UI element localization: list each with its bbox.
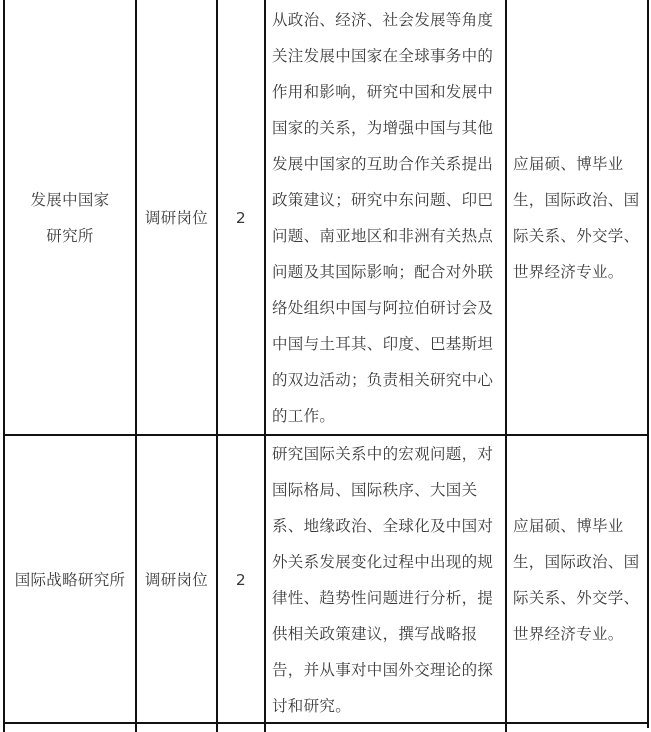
- position-cell: [135, 0, 216, 435]
- requirement-line: 世界经济专业。: [513, 624, 624, 643]
- requirement-line: 际关系、外交学、: [513, 588, 640, 607]
- duty-line: 关注发展中国家在全球事务中的: [272, 46, 494, 65]
- table-border: [647, 0, 649, 728]
- position-count: 2: [235, 208, 247, 227]
- unit-name-line: 国际战略研究所: [14, 570, 126, 589]
- requirement-cell: [505, 434, 648, 723]
- count-cell: [216, 0, 264, 435]
- table-cell: [216, 722, 264, 732]
- duty-line: 发展中国家的互助合作关系提出: [272, 154, 494, 173]
- duty-line: 外关系发展变化过程中出现的规: [272, 552, 494, 571]
- duty-line: 告，并从事对中国外交理论的探: [272, 660, 494, 679]
- duty-cell: [264, 0, 505, 435]
- unit-cell: [3, 0, 135, 435]
- duty-line: 政策建议；研究中东问题、印巴: [272, 190, 494, 209]
- position-count: 2: [235, 570, 247, 589]
- table-cell: [264, 722, 505, 732]
- duty-line: 的双边活动；负责相关研究中心: [272, 370, 494, 389]
- duty-line: 国家的关系，为增强中国与其他: [272, 118, 494, 137]
- duty-line: 问题及其国际影响；配合对外联: [272, 262, 494, 281]
- duty-line: 供相关政策建议，撰写战略报: [272, 624, 478, 643]
- duty-line: 作用和影响，研究中国和发展中: [272, 82, 494, 101]
- duty-line: 研究国际关系中的宏观问题，对: [272, 444, 494, 463]
- table-cell: [505, 722, 648, 732]
- position-name: 调研岗位: [144, 570, 209, 589]
- duty-line: 的工作。: [272, 406, 336, 425]
- duty-line: 讨和研究。: [272, 696, 352, 715]
- unit-name-line: 研究所: [46, 226, 94, 245]
- requirement-line: 生，国际政治、国: [513, 190, 640, 209]
- unit-name-line: 发展中国家: [30, 190, 110, 209]
- table-cell: [3, 722, 135, 732]
- position-name: 调研岗位: [144, 208, 209, 227]
- requirement-line: 际关系、外交学、: [513, 226, 640, 245]
- requirement-line: 生，国际政治、国: [513, 552, 640, 571]
- requirement-line: 世界经济专业。: [513, 262, 624, 281]
- requirement-line: 应届硕、博毕业: [513, 154, 624, 173]
- duty-line: 律性、趋势性问题进行分析，提: [272, 588, 494, 607]
- duty-cell: [264, 434, 505, 723]
- position-cell: [135, 434, 216, 723]
- duty-line: 络处组织中国与阿拉伯研讨会及: [272, 298, 494, 317]
- duty-line: 系、地缘政治、全球化及中国对: [272, 516, 494, 535]
- duty-line: 问题、南亚地区和非洲有关热点: [272, 226, 494, 245]
- duty-line: 国际格局、国际秩序、大国关: [272, 480, 478, 499]
- table-cell: [135, 722, 216, 732]
- count-cell: [216, 434, 264, 723]
- duty-line: 中国与土耳其、印度、巴基斯坦: [272, 334, 494, 353]
- duty-line: 从政治、经济、社会发展等角度: [272, 10, 494, 29]
- requirement-line: 应届硕、博毕业: [513, 516, 624, 535]
- requirement-cell: [505, 0, 648, 435]
- unit-cell: [3, 434, 135, 723]
